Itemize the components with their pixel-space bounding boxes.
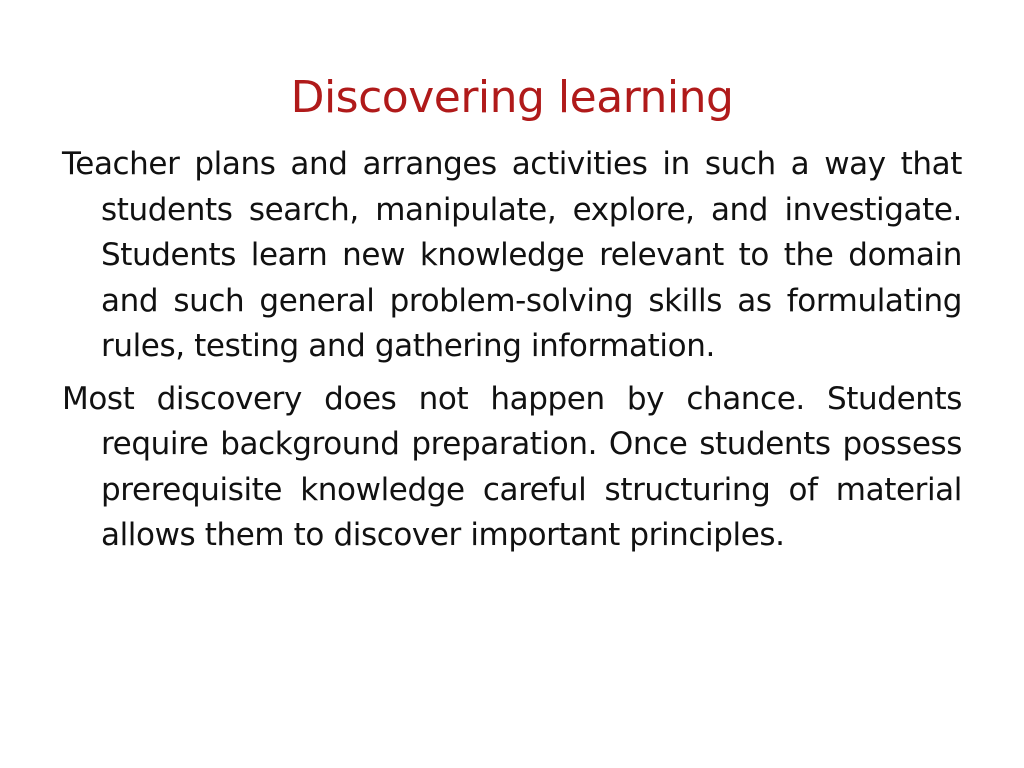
paragraph-most-discovery: Most discovery does not happen by chance. Students require background preparation. Once students possess prerequisite knowledge careful structuring of material allows them to discover important principles. (62, 380, 962, 553)
paragraph-teacher-plans: Teacher plans and arranges activities in such a way that students search, manipulate, explore, and investigate. Students learn new knowledge relevant to the domain and such general problem-solving skills as formulating rules, testing and gathering information. (62, 146, 962, 364)
slide-title: Discovering learning (290, 72, 734, 123)
slide-body (62, 142, 962, 566)
